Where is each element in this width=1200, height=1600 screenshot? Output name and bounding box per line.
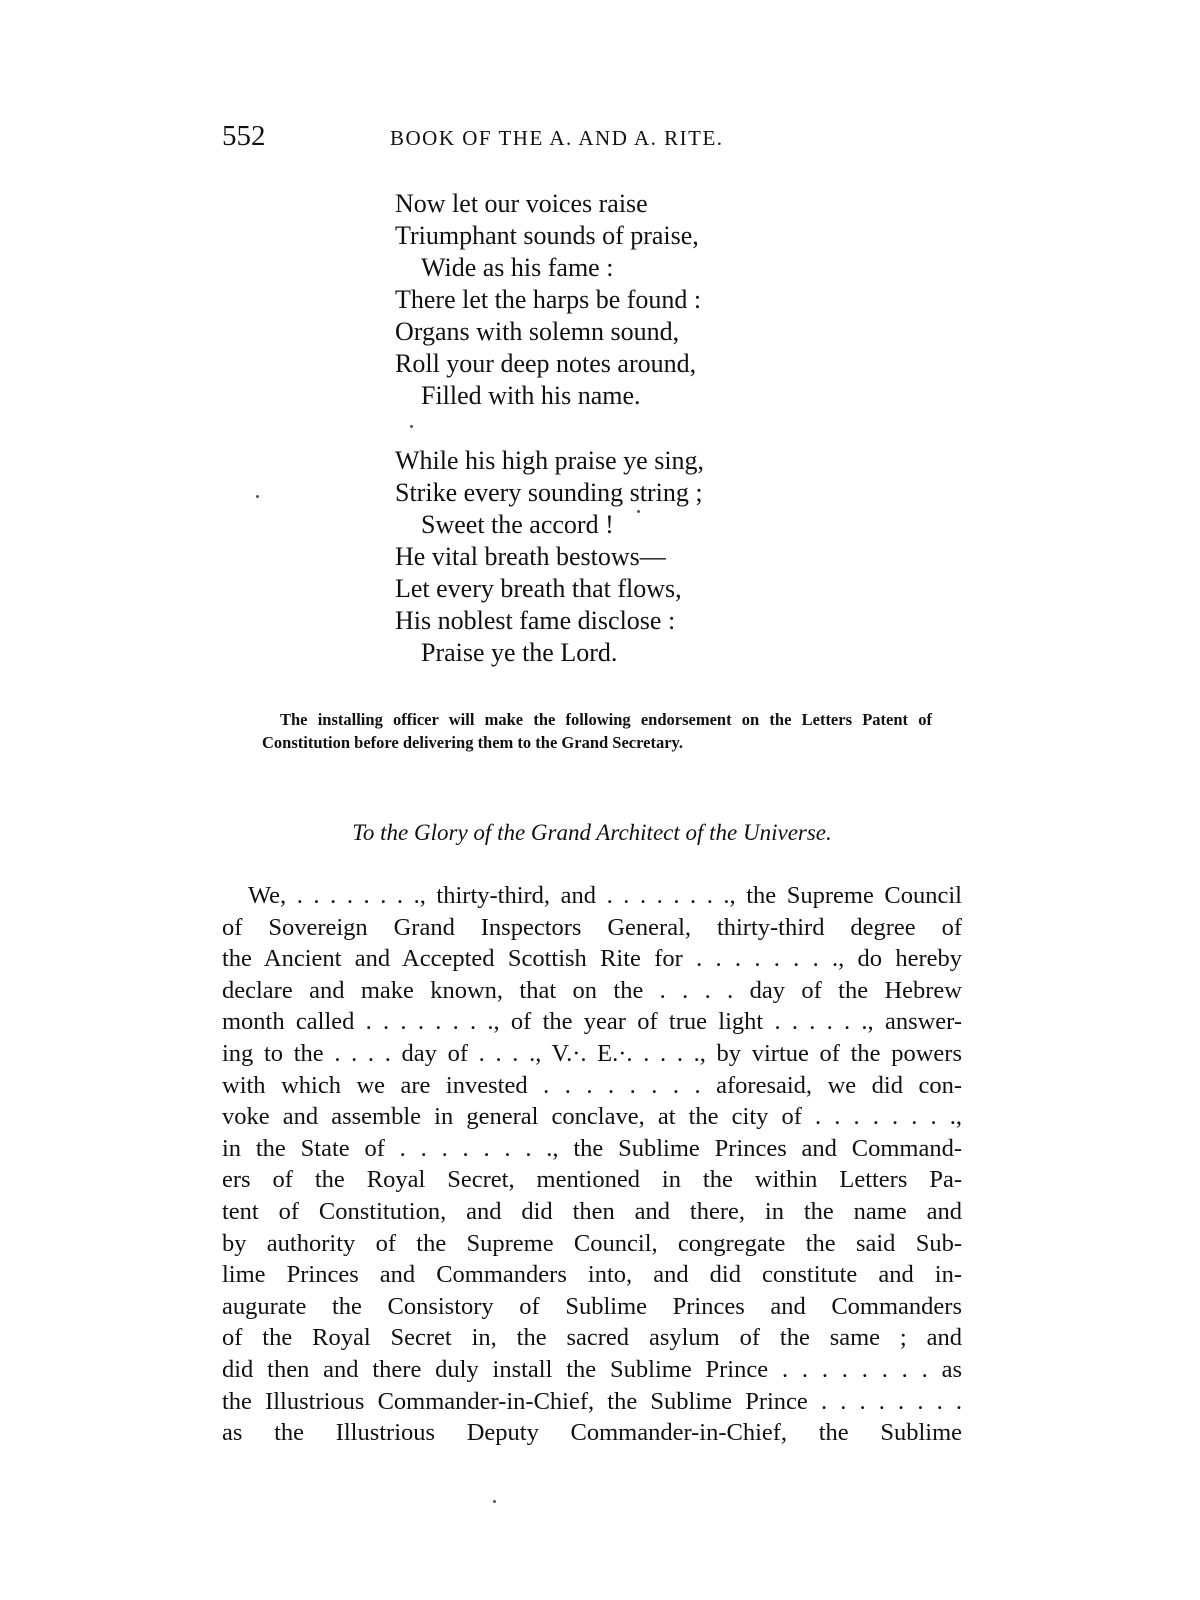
body-line: as the Illustrious Deputy Commander-in-Chief, the Sublime [222,1419,962,1447]
verse-line: Triumphant sounds of praise, [395,221,699,250]
body-line: of the Royal Secret in, the sacred asylum of the same ; and [222,1324,962,1352]
body-line: voke and assemble in general conclave, at the city of . . . . . . . ., [222,1103,962,1131]
ink-speck [637,510,640,513]
running-head: BOOK OF THE A. AND A. RITE. [390,126,724,150]
verse-line: Strike every sounding string ; [395,478,703,507]
hymn-stanza-1 [395,188,875,412]
verse-line: Filled with his name. [421,381,641,410]
page-number: 552 [222,120,266,152]
verse-line: Now let our voices raise [395,189,648,218]
body-line: lime Princes and Commanders into, and did constitute and in- [222,1261,962,1289]
invocation-heading: To the Glory of the Grand Architect of the Universe. [352,820,832,845]
body-line: with which we are invested . . . . . . . . aforesaid, we did con- [222,1071,962,1099]
body-line: We, . . . . . . . ., thirty-third, and . . . . . . . ., the Supreme Council [248,882,962,909]
body-line: ers of the Royal Secret, mentioned in the within Letters Pa- [222,1166,962,1194]
rubric-instruction [262,708,932,754]
body-line: declare and make known, that on the . . . . day of the Hebrew [222,976,962,1004]
ink-speck [410,425,413,428]
verse-line: Sweet the accord ! [421,510,614,539]
ink-speck [493,1500,496,1503]
verse-line: His noblest fame disclose : [395,606,676,635]
verse-line: He vital breath bestows— [395,542,666,571]
body-line: by authority of the Supreme Council, congregate the said Sub- [222,1229,962,1257]
body-line: ing to the . . . . day of . . . ., V.·. E.·. . . . ., by virtue of the powers [222,1039,962,1067]
page-header [222,118,962,158]
verse-line: Roll your deep notes around, [395,349,697,378]
verse-line: While his high praise ye sing, [395,446,705,475]
body-line: the Ancient and Accepted Scottish Rite for . . . . . . . ., do hereby [222,945,962,973]
verse-line: There let the harps be found : [395,285,702,314]
body-line: augurate the Consistory of Sublime Princes and Commanders [222,1292,962,1320]
ink-speck [256,495,259,498]
body-line: of Sovereign Grand Inspectors General, thirty-third degree of [222,913,962,941]
verse-line: Organs with solemn sound, [395,317,680,346]
body-line: month called . . . . . . . ., of the year of true light . . . . . ., answer- [222,1008,962,1036]
endorsement-text [222,880,962,1449]
verse-line: Praise ye the Lord. [421,638,618,667]
hymn-stanza-2 [395,445,875,669]
rubric-text: The installing officer will make the following endorsement on the Letters Patent of Constitution before delivering them to the Grand Secretary. [262,710,932,752]
body-line: tent of Constitution, and did then and there, in the name and [222,1197,962,1225]
body-line: did then and there duly install the Sublime Prince . . . . . . . . as [222,1355,962,1383]
verse-line: Let every breath that flows, [395,574,682,603]
verse-line: Wide as his fame : [421,253,614,282]
body-line: in the State of . . . . . . . ., the Sublime Princes and Command- [222,1134,962,1162]
body-line: the Illustrious Commander-in-Chief, the Sublime Prince . . . . . . . . [222,1387,962,1415]
